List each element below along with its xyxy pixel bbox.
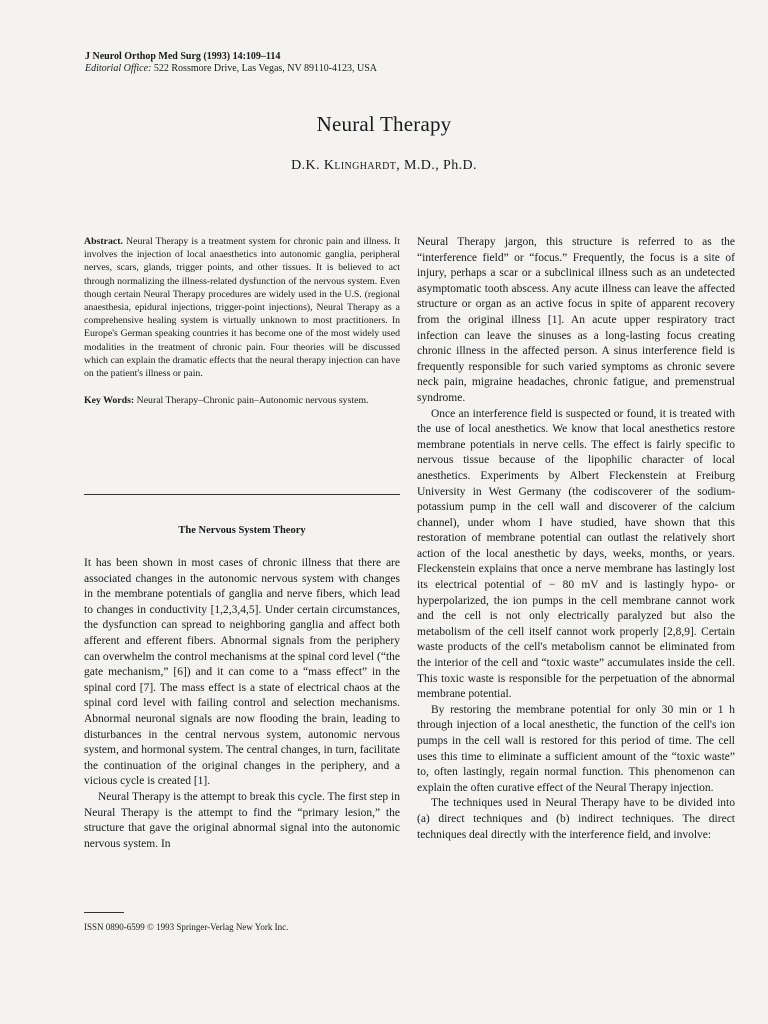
author-initials: D.K. xyxy=(291,158,320,173)
author-degrees: , M.D., Ph.D. xyxy=(396,158,477,173)
left-paragraph-2: Neural Therapy is the attempt to break this cycle. The first step in Neural Therapy is the attempt to find the “primary lesion,” the structure that gave the original abnormal signal into the autonomic nervous system. In xyxy=(84,790,400,850)
right-paragraph-2: Once an interference field is suspected or found, it is treated with the use of local anesthetics. We know that local anesthetics restore membrane potentials in nerve cells. The effect is fairly specific to nervous tissue because of the lipophilic character of local anesthetics. Experiments by Albert Fleckenstein at Freiburg University in West Germany (the codiscoverer of the sodium-potassium pump in the cell wall and discoverer of the calcium channel), under whom I have studied, have shown that this restoration of membrane potential can outlast the relatively short action of the local anesthetic by days, weeks, months, or years. Fleckenstein explains that once a nerve membrane has lastingly lost its electrical potential of − 80 mV and is lastingly hypo- or hyperpolarized, the ion pumps in the cell membrane cannot work and the cell is not only electrically paralyzed but also the metabolism of the cell itself cannot work properly [2,8,9]. Certain waste products of the cell's metabolism cannot be eliminated from the interior of the cell and “toxic waste” accumulates inside the cell. This toxic waste is responsible for the perpetuation of the abnormal membrane potential. xyxy=(417,407,735,701)
issn-footer: ISSN 0890-6599 © 1993 Springer-Verlag New York Inc. xyxy=(84,922,289,932)
abstract-label: Abstract. xyxy=(84,236,123,247)
journal-reference: J Neurol Orthop Med Surg (1993) 14:109–114 xyxy=(85,51,281,62)
right-paragraph-1: Neural Therapy jargon, this structure is referred to as the “interference field” or “focus.” Frequently, the focus is a site of injury, perhaps a scar or a subclinical illness such as an undetected asymptomatic tooth abscess. Any acute illness can leave the affected structure or organ as an active focus in spite of apparent recovery from the original illness [1]. An acute upper respiratory tract infection can leave the sinuses as a long-lasting focus creating chronic illness in the affected person. A sinus interference field is frequently responsible for such varied symptoms as chronic severe neck pain, migraine headaches, chronic fatigue, and premenstrual syndrome. xyxy=(417,236,735,404)
editorial-office-label: Editorial Office: xyxy=(85,63,152,74)
abstract-text: Neural Therapy is a treatment system for chronic pain and illness. It involves the injection of local anaesthetics into autonomic ganglia, peripheral nerves, scars, glands, trigger points, and other tissues. It is believed to act through normalizing the illness-related dysfunction of the nervous system. Even though certain Neural Therapy procedures are widely used in the U.S. (regional anaesthesia, epidural injections, trigger-point injections), Neural Therapy as a comprehensive healing system is virtually unknown to most practitioners. In Europe's German speaking countries it has become one of the most widely used modalities in the treatment of chronic pain. Four theories will be discussed which can explain the dramatic effects that the neural therapy injection can have on the patient's illness or pain. xyxy=(84,236,400,380)
keywords-text: Neural Therapy–Chronic pain–Autonomic nervous system. xyxy=(136,395,369,407)
editorial-office xyxy=(85,63,505,75)
abstract-block xyxy=(84,235,400,407)
author-surname: Klinghardt xyxy=(323,158,397,173)
right-paragraph-4: The techniques used in Neural Therapy have to be divided into (a) direct techniques and (b) indirect techniques. The direct techniques deal directly with the interference field, and involve: xyxy=(417,797,735,841)
abstract xyxy=(84,235,400,380)
keywords-label: Key Words: xyxy=(84,395,135,407)
right-paragraph-3: By restoring the membrane potential for only 30 min or 1 h through injection of a local anesthetic, the function of the cell's ion pumps in the cell wall is restored for this period of time. The cell uses this time to eliminate a sufficient amount of the “toxic waste” to, often lastingly, regain normal function. This phenomenon can explain the often curative effect of the Neural Therapy injection. xyxy=(417,703,735,794)
left-paragraph-1: It has been shown in most cases of chronic illness that there are associated changes in the autonomic nervous system with changes in the membrane potentials of ganglia and nerve fibers, which lead to changes in conductivity [1,2,3,4,5]. Under certain circumstances, the dysfunction can spread to neighboring ganglia and affect both afferent and efferent fibers. Abnormal signals from the periphery can overwhelm the control mechanisms at the spinal cord level (“the gate mechanism,” [6]) and it can come to a “mass effect” in the spinal cord [7]. The mass effect is a state of electrical chaos at the spinal cord level with failing control and selection mechanisms. Abnormal neuronal signals are now flooding the brain, leading to disturbances in the central nervous system, autonomic nervous system, and hormonal system. The central changes, in turn, facilitate the continuation of the original changes in the periphery, and a vicious cycle is created [1]. xyxy=(84,557,400,788)
footer-rule xyxy=(84,912,124,913)
article-title: Neural Therapy xyxy=(316,112,452,136)
right-column-body xyxy=(417,235,735,843)
editorial-office-address: 522 Rossmore Drive, Las Vegas, NV 89110-4123, USA xyxy=(153,63,378,74)
journal-header xyxy=(85,51,505,75)
abstract-divider xyxy=(84,494,400,495)
left-column-body xyxy=(84,556,400,852)
section-heading: The Nervous System Theory xyxy=(178,525,306,536)
keywords xyxy=(84,394,400,407)
author-line xyxy=(0,158,768,174)
